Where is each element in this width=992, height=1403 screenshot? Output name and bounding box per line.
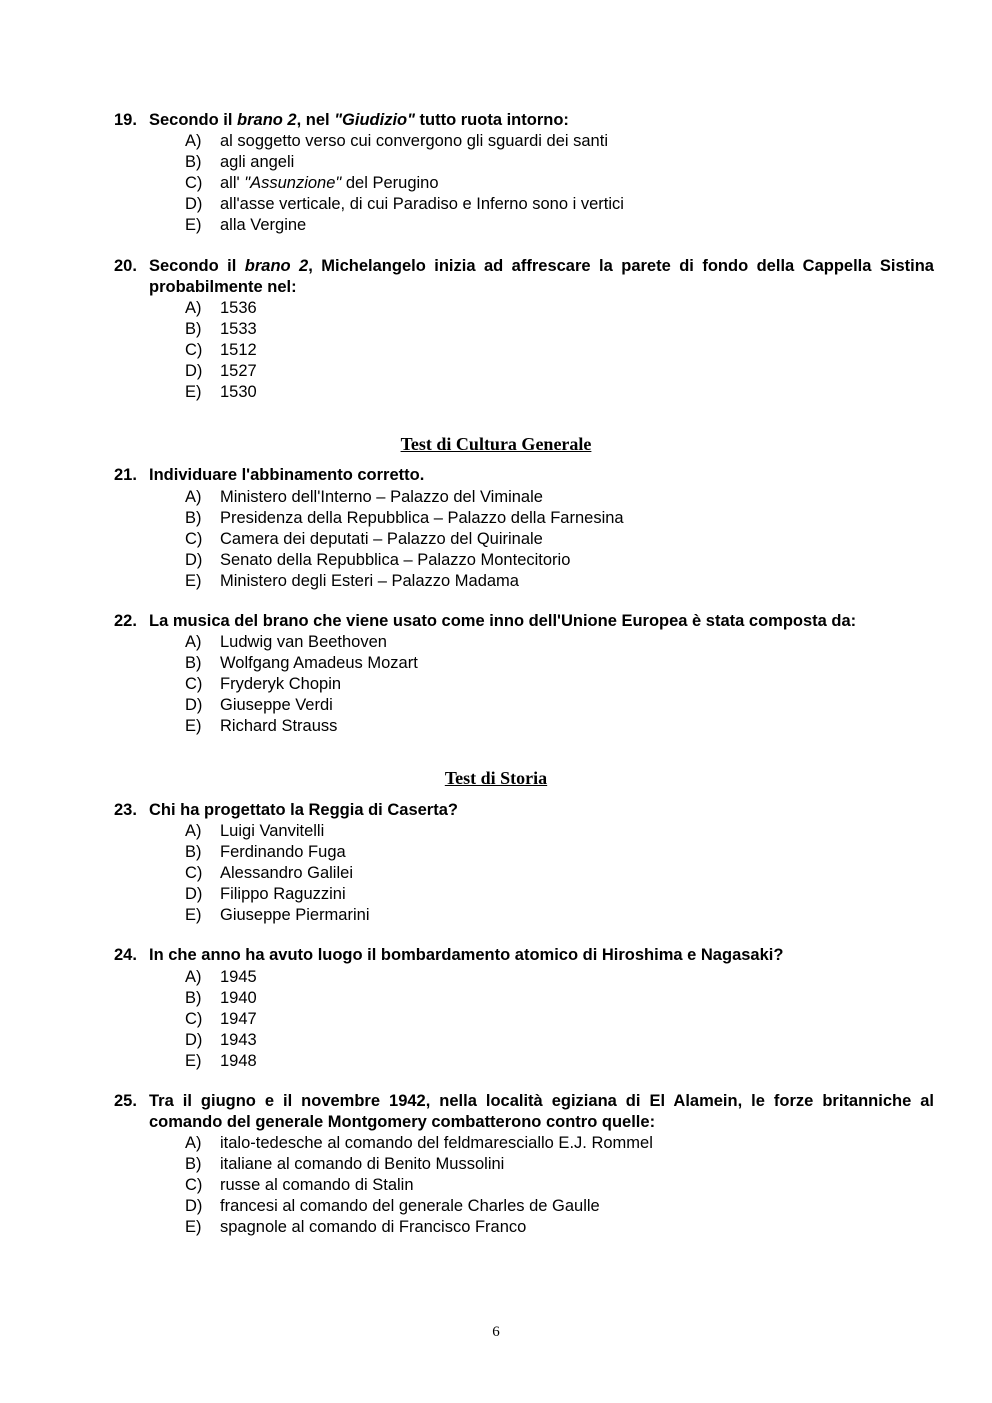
option-letter: B)	[185, 320, 202, 338]
option-text: 1945	[220, 968, 257, 986]
question-25	[114, 1091, 934, 1133]
option-text: Richard Strauss	[220, 717, 338, 735]
option-letter: B)	[185, 1155, 202, 1173]
option-text: 1527	[220, 362, 257, 380]
option-e	[185, 905, 369, 926]
question-number: 25.	[114, 1092, 137, 1110]
option-a	[185, 487, 624, 508]
option-letter: A)	[185, 132, 202, 150]
question-number: 19.	[114, 111, 137, 129]
option-d	[185, 695, 418, 716]
question-21	[114, 465, 934, 486]
question-20	[114, 256, 934, 298]
option-text: Alessandro Galilei	[220, 864, 353, 882]
options-22	[185, 632, 418, 737]
question-stem: Individuare l'abbinamento corretto.	[149, 466, 425, 484]
option-letter: C)	[185, 530, 203, 548]
option-letter: B)	[185, 153, 202, 171]
option-a	[185, 821, 369, 842]
option-letter: E)	[185, 572, 202, 590]
option-text: 1536	[220, 299, 257, 317]
option-b	[185, 842, 369, 863]
option-letter: B)	[185, 989, 202, 1007]
option-letter: C)	[185, 864, 203, 882]
option-text: Giuseppe Verdi	[220, 696, 333, 714]
option-text: 1943	[220, 1031, 257, 1049]
option-letter: E)	[185, 906, 202, 924]
option-d	[185, 361, 257, 382]
option-e	[185, 571, 624, 592]
option-b	[185, 152, 624, 173]
option-text-italic: "Assunzione"	[244, 174, 342, 192]
option-letter: D)	[185, 195, 203, 213]
option-text: Ministero degli Esteri – Palazzo Madama	[220, 572, 519, 590]
option-text: Presidenza della Repubblica – Palazzo della Farnesina	[220, 509, 624, 527]
option-d	[185, 1030, 257, 1051]
option-letter: A)	[185, 633, 202, 651]
option-letter: D)	[185, 696, 203, 714]
option-letter: C)	[185, 675, 203, 693]
option-letter: B)	[185, 509, 202, 527]
option-c	[185, 340, 257, 361]
question-stem	[149, 256, 934, 298]
stem-text: , Michelangelo inizia ad affrescare la parete di fondo della Cappella Sistina probabilmente nel:	[149, 257, 934, 296]
option-text: Ferdinando Fuga	[220, 843, 346, 861]
option-letter: E)	[185, 216, 202, 234]
option-b	[185, 988, 257, 1009]
option-letter: A)	[185, 1134, 202, 1152]
option-letter: B)	[185, 654, 202, 672]
option-letter: D)	[185, 1197, 203, 1215]
question-stem: Tra il giugno e il novembre 1942, nella località egiziana di El Alamein, le forze britanniche al comando del generale Montgomery combatterono contro quelle:	[149, 1092, 934, 1131]
option-text: Wolfgang Amadeus Mozart	[220, 654, 418, 672]
option-text: all'asse verticale, di cui Paradiso e Inferno sono i vertici	[220, 195, 624, 213]
option-text: Senato della Repubblica – Palazzo Montecitorio	[220, 551, 571, 569]
option-c	[185, 674, 418, 695]
option-b	[185, 653, 418, 674]
option-letter: A)	[185, 968, 202, 986]
question-number: 22.	[114, 612, 137, 630]
option-a	[185, 1133, 653, 1154]
option-d	[185, 884, 369, 905]
stem-text: Secondo il	[149, 257, 245, 275]
options-25	[185, 1133, 653, 1238]
option-e	[185, 1051, 257, 1072]
option-text: francesi al comando del generale Charles de Gaulle	[220, 1197, 600, 1215]
option-c	[185, 1175, 653, 1196]
option-letter: D)	[185, 551, 203, 569]
option-a	[185, 131, 624, 152]
option-text-part: del Perugino	[341, 174, 439, 192]
option-c	[185, 863, 369, 884]
stem-italic: "Giudizio"	[334, 111, 415, 129]
option-letter: C)	[185, 1010, 203, 1028]
option-letter: E)	[185, 717, 202, 735]
option-text: Fryderyk Chopin	[220, 675, 342, 693]
option-text: Ministero dell'Interno – Palazzo del Viminale	[220, 488, 543, 506]
option-e	[185, 215, 624, 236]
question-number: 24.	[114, 946, 137, 964]
option-text: Camera dei deputati – Palazzo del Quirinale	[220, 530, 543, 548]
option-text: 1512	[220, 341, 257, 359]
option-e	[185, 716, 418, 737]
option-letter: D)	[185, 885, 203, 903]
options-23	[185, 821, 369, 926]
options-24	[185, 967, 257, 1072]
stem-italic: brano 2	[244, 257, 309, 275]
question-23	[114, 800, 934, 821]
option-text	[220, 173, 439, 194]
option-letter: D)	[185, 1031, 203, 1049]
option-text: 1530	[220, 383, 257, 401]
option-letter: D)	[185, 362, 203, 380]
question-stem: In che anno ha avuto luogo il bombardamento atomico di Hiroshima e Nagasaki?	[149, 946, 784, 964]
option-a	[185, 298, 257, 319]
option-letter: C)	[185, 341, 203, 359]
option-a	[185, 967, 257, 988]
option-c	[185, 173, 624, 194]
section-heading-history: Test di Storia	[444, 768, 548, 788]
option-text: Luigi Vanvitelli	[220, 822, 325, 840]
option-text: 1533	[220, 320, 257, 338]
question-number: 23.	[114, 801, 137, 819]
stem-text: , nel	[296, 111, 335, 129]
option-text: 1948	[220, 1052, 257, 1070]
option-text: russe al comando di Stalin	[220, 1176, 414, 1194]
option-letter: B)	[185, 843, 202, 861]
question-stem	[149, 110, 934, 131]
option-b	[185, 319, 257, 340]
stem-text: tutto ruota intorno:	[414, 111, 569, 129]
option-d	[185, 1196, 653, 1217]
option-d	[185, 550, 624, 571]
option-c	[185, 529, 624, 550]
option-text: alla Vergine	[220, 216, 307, 234]
options-20	[185, 298, 257, 403]
question-19	[114, 110, 934, 131]
option-text: italo-tedesche al comando del feldmaresciallo E.J. Rommel	[220, 1134, 653, 1152]
option-letter: E)	[185, 383, 202, 401]
option-b	[185, 1154, 653, 1175]
question-number: 20.	[114, 257, 137, 275]
option-d	[185, 194, 624, 215]
option-text: Ludwig van Beethoven	[220, 633, 387, 651]
option-letter: C)	[185, 174, 203, 192]
option-a	[185, 632, 418, 653]
stem-italic: brano 2	[237, 111, 297, 129]
stem-text: Secondo il	[149, 111, 238, 129]
option-letter: A)	[185, 299, 202, 317]
option-letter: E)	[185, 1218, 202, 1236]
question-stem: Chi ha progettato la Reggia di Caserta?	[149, 801, 458, 819]
question-number: 21.	[114, 466, 137, 484]
option-e	[185, 382, 257, 403]
option-text: 1940	[220, 989, 257, 1007]
option-text: al soggetto verso cui convergono gli sguardi dei santi	[220, 132, 608, 150]
option-letter: A)	[185, 822, 202, 840]
option-letter: E)	[185, 1052, 202, 1070]
question-22	[114, 611, 944, 632]
options-21	[185, 487, 624, 592]
page-number: 6	[492, 1324, 500, 1340]
option-letter: A)	[185, 488, 202, 506]
option-text-part: all'	[220, 174, 245, 192]
question-24	[114, 945, 934, 966]
option-e	[185, 1217, 653, 1238]
option-text: spagnole al comando di Francisco Franco	[220, 1218, 527, 1236]
option-b	[185, 508, 624, 529]
option-text: 1947	[220, 1010, 257, 1028]
question-stem: La musica del brano che viene usato come inno dell'Unione Europea è stata composta da:	[149, 612, 857, 630]
option-c	[185, 1009, 257, 1030]
option-text: agli angeli	[220, 153, 295, 171]
option-text: italiane al comando di Benito Mussolini	[220, 1155, 505, 1173]
option-letter: C)	[185, 1176, 203, 1194]
option-text: Giuseppe Piermarini	[220, 906, 370, 924]
option-text: Filippo Raguzzini	[220, 885, 346, 903]
section-heading-culture: Test di Cultura Generale	[400, 434, 592, 454]
options-19	[185, 131, 624, 236]
